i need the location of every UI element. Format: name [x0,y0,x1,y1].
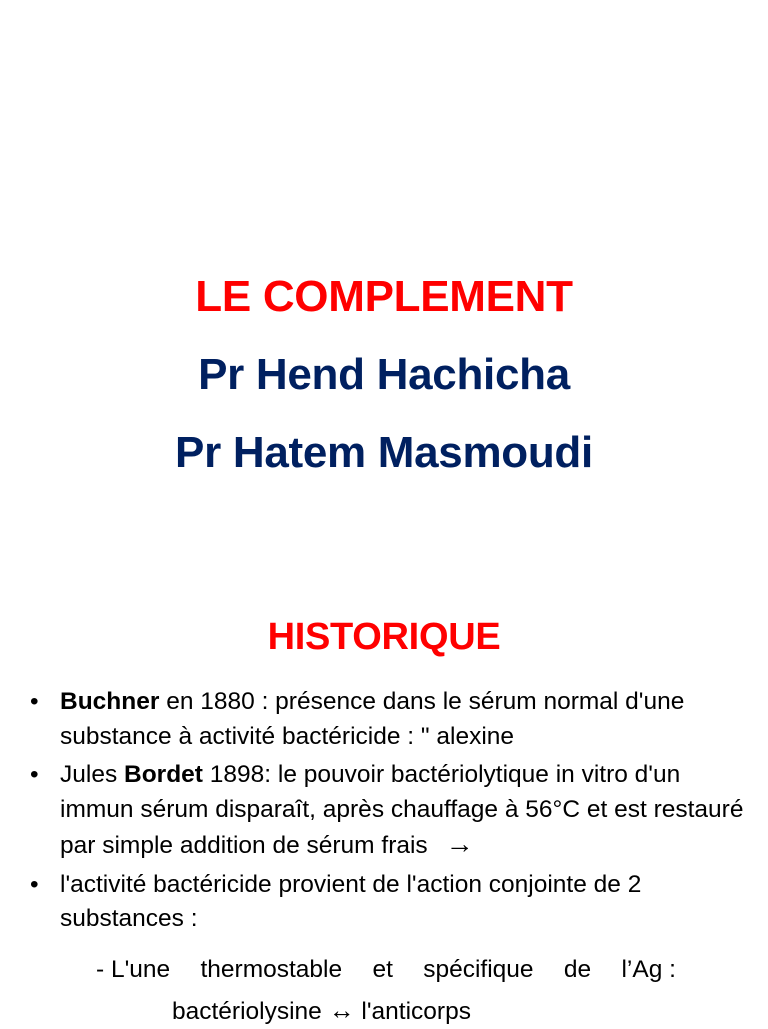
bullet-item-activite [30,868,745,937]
bullet-list [30,685,745,941]
bullet-item-buchner [30,685,745,754]
sub-item-thermostable [96,953,676,987]
bullet-bold-name: Bordet [124,761,203,788]
sub-word: l’Ag : [621,956,676,983]
bullet-text-prefix: Jules [60,761,125,788]
bullet-icon: • [30,761,39,788]
bullet-icon: • [30,870,39,898]
sub-word: - L'une [96,956,171,983]
sub-word: de [563,956,592,983]
sub-word: spécifique [423,956,534,983]
bullet-text: 1898: le pouvoir bactériolytique in vitro d'un immun sérum disparaît, après chauffage à 56°C et est restauré par simple addition de sérum frais [60,761,744,859]
left-right-arrow-icon: ↔ [328,995,355,1025]
bullet-text: l'activité bactéricide provient de l'action conjointe de 2 substances : [60,870,642,932]
bullet-item-bordet [30,758,745,864]
bullet-bold-name: Buchner [60,688,160,715]
sub-word: thermostable [200,956,343,983]
right-arrow-icon: → [445,828,474,859]
author-2: Pr Hatem Masmoudi [175,428,593,477]
bullet-text: en 1880 : présence dans le sérum normal d'une substance à activité bactéricide : " alexine [60,688,685,750]
sub-text-after: l'anticorps [354,998,471,1025]
author-1: Pr Hend Hachicha [198,350,570,399]
sub-word: et [372,956,393,983]
sub-text-before: bactériolysine [172,998,329,1025]
slide-title: LE COMPLEMENT [195,272,573,321]
slide-title-block [0,258,768,492]
section-heading: HISTORIQUE [267,616,501,658]
bullet-icon: • [30,688,39,715]
